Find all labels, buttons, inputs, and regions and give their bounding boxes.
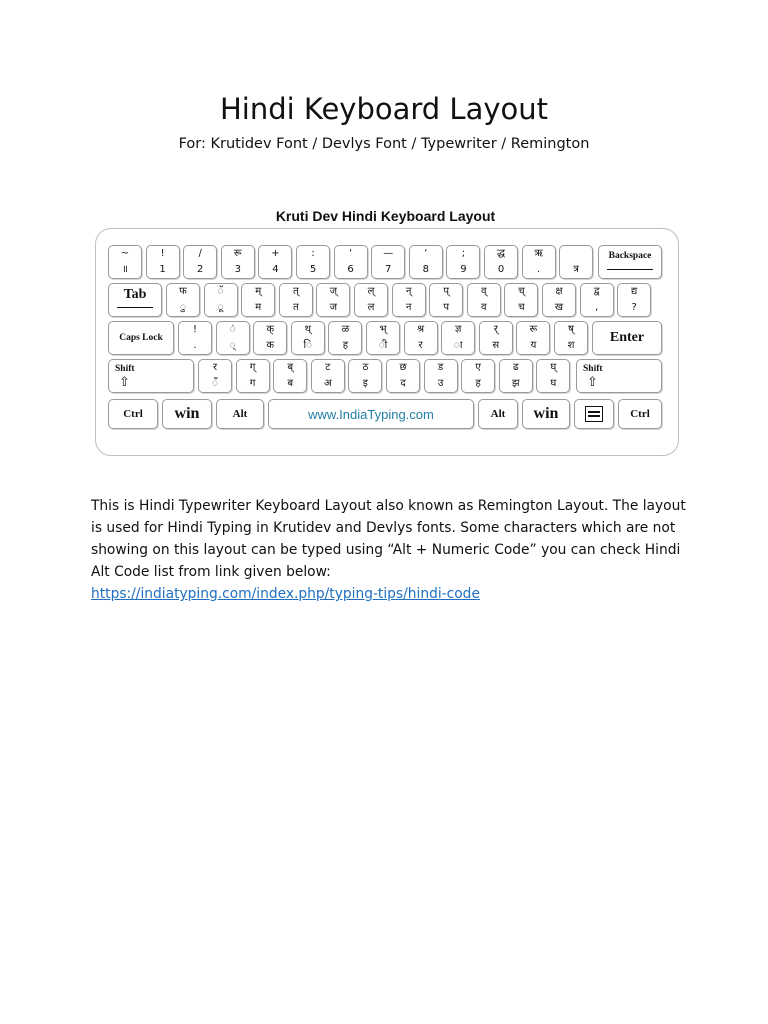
key-top-char: त् bbox=[292, 286, 299, 297]
key-row4-8 bbox=[499, 359, 533, 393]
key-bottom-char: ? bbox=[631, 302, 637, 313]
key-top-char: भ् bbox=[379, 324, 387, 335]
key-bottom-char: 2 bbox=[197, 264, 204, 275]
key-row2-12 bbox=[617, 283, 651, 317]
key-bottom-char: 5 bbox=[309, 264, 317, 275]
key-row3-0 bbox=[178, 321, 212, 355]
key-row1-1 bbox=[146, 245, 180, 279]
key-label: Tab bbox=[123, 287, 147, 302]
key-top-char: च् bbox=[518, 286, 525, 297]
key-row1-11 bbox=[522, 245, 556, 279]
key-row4-4 bbox=[348, 359, 382, 393]
key-row1-12 bbox=[559, 245, 593, 279]
key-bottom-char: 6 bbox=[347, 264, 354, 275]
key-bottom-char: ा bbox=[453, 340, 463, 351]
key-row4-9 bbox=[536, 359, 570, 393]
shift-arrow-icon: ⇧ bbox=[119, 375, 130, 390]
key-row2-7 bbox=[429, 283, 463, 317]
key-top-char: ॅ bbox=[217, 286, 224, 297]
page-subtitle: For: Krutidev Font / Devlys Font / Typewriter / Remington bbox=[178, 136, 590, 152]
key-row2-2 bbox=[241, 283, 275, 317]
hindi-code-link[interactable]: https://indiatyping.com/index.php/typing-tips/hindi-code bbox=[91, 586, 480, 602]
key-bottom-char: य bbox=[530, 340, 537, 351]
key-label: win bbox=[174, 405, 200, 422]
key-bottom-char: ग bbox=[249, 378, 256, 389]
key-top-char: ष् bbox=[568, 324, 574, 335]
key-top-char: क् bbox=[266, 324, 275, 335]
key-top-char: द्ध bbox=[497, 248, 505, 259]
key-bottom-char: ँ bbox=[212, 378, 218, 389]
key-bottom-char: र bbox=[418, 340, 423, 351]
key-top-char: ट bbox=[325, 362, 331, 373]
key-row4-0 bbox=[198, 359, 232, 393]
key-row1-6 bbox=[334, 245, 368, 279]
key-row4-5 bbox=[386, 359, 420, 393]
key-row4-3 bbox=[311, 359, 345, 393]
key-top-char: ब् bbox=[287, 362, 294, 373]
ctrl-left-key bbox=[108, 399, 158, 429]
key-top-char: व् bbox=[481, 286, 487, 297]
key-bottom-char: स bbox=[492, 340, 500, 351]
key-row3-4 bbox=[328, 321, 362, 355]
key-bottom-char: त bbox=[292, 302, 299, 313]
key-top-char: र् bbox=[493, 324, 498, 335]
key-bottom-char: ॥ bbox=[122, 264, 128, 275]
key-bottom-char: घ bbox=[550, 378, 557, 389]
key-bottom-char: . bbox=[193, 340, 197, 351]
key-top-char: ऋ bbox=[534, 248, 543, 259]
description-paragraph: This is Hindi Typewriter Keyboard Layout also known as Remington Layout. The layout is used for Hindi Typing in Krutidev and Devlys fonts. Some characters which are not showing on this layout can be typed using “Alt + Numeric Code” you can check Hindi Alt Code list from link given below: bbox=[91, 498, 686, 580]
keyboard-heading: Kruti Dev Hindi Keyboard Layout bbox=[275, 208, 496, 224]
left-arrow-icon bbox=[607, 269, 653, 270]
key-label: win bbox=[533, 405, 559, 422]
key-top-char: ! bbox=[192, 324, 197, 335]
key-top-char: फ bbox=[179, 286, 187, 297]
key-top-char: र bbox=[212, 362, 218, 373]
key-top-char: प् bbox=[443, 286, 450, 297]
key-bottom-char: , bbox=[595, 302, 599, 313]
key-bottom-char: झ bbox=[512, 378, 520, 389]
key-bottom-char: 8 bbox=[422, 264, 429, 275]
key-bottom-char: ि bbox=[303, 340, 313, 351]
key-top-char: घ् bbox=[550, 362, 557, 373]
ctrl-right-key bbox=[618, 399, 662, 429]
key-top-char: ळ bbox=[341, 324, 350, 335]
key-top-char: छ bbox=[399, 362, 407, 373]
key-top-char: — bbox=[383, 248, 394, 259]
key-row2-8 bbox=[467, 283, 501, 317]
key-bottom-char: ह bbox=[342, 340, 349, 351]
key-top-char: ; bbox=[461, 248, 466, 259]
key-row2-0 bbox=[166, 283, 200, 317]
key-bottom-char: अ bbox=[323, 378, 332, 389]
key-row1-8 bbox=[409, 245, 443, 279]
key-top-char: ठ bbox=[362, 362, 369, 373]
key-bottom-char: च bbox=[518, 302, 525, 313]
key-top-char: + bbox=[271, 248, 280, 259]
alt-left-key bbox=[216, 399, 264, 429]
key-top-char: ज्ञ bbox=[454, 324, 462, 335]
key-row4-7 bbox=[461, 359, 495, 393]
keyboard-image bbox=[91, 200, 680, 460]
key-row1-10 bbox=[484, 245, 518, 279]
key-row2-4 bbox=[316, 283, 350, 317]
key-bottom-char: न bbox=[405, 302, 412, 313]
tab-key bbox=[108, 283, 162, 317]
keyboard-frame bbox=[95, 228, 679, 456]
key-row1-0 bbox=[108, 245, 142, 279]
key-bottom-char: 4 bbox=[272, 264, 279, 275]
key-label: Enter bbox=[609, 330, 645, 345]
space-key bbox=[268, 399, 474, 429]
key-row1-3 bbox=[221, 245, 255, 279]
key-bottom-char: ज bbox=[329, 302, 338, 313]
key-top-char: ! bbox=[160, 248, 165, 259]
key-row1-4 bbox=[258, 245, 292, 279]
key-row2-11 bbox=[580, 283, 614, 317]
key-bottom-char: द bbox=[400, 378, 406, 389]
key-label: www.IndiaTyping.com bbox=[308, 406, 434, 422]
key-bottom-char: उ bbox=[437, 378, 444, 389]
key-row3-5 bbox=[366, 321, 400, 355]
key-top-char: : bbox=[311, 248, 315, 259]
key-top-char: ं bbox=[229, 324, 236, 335]
win-left-key bbox=[162, 399, 212, 429]
key-row1-5 bbox=[296, 245, 330, 279]
key-label: Alt bbox=[490, 408, 506, 420]
key-bottom-char: ी bbox=[378, 340, 388, 351]
key-row1-7 bbox=[371, 245, 405, 279]
key-row4-6 bbox=[424, 359, 458, 393]
key-bottom-char: ह bbox=[475, 378, 481, 389]
key-row2-3 bbox=[279, 283, 313, 317]
key-top-char: / bbox=[198, 248, 202, 259]
key-top-char: ड bbox=[437, 362, 444, 373]
key-top-char: न् bbox=[405, 286, 412, 297]
key-bottom-char: इ bbox=[362, 378, 368, 389]
key-row1-2 bbox=[183, 245, 217, 279]
key-label: Shift bbox=[115, 364, 135, 374]
key-bottom-char: ल bbox=[367, 302, 375, 313]
key-bottom-char: . bbox=[537, 264, 541, 275]
shift-arrow-icon: ⇧ bbox=[587, 375, 598, 390]
key-bottom-char: 7 bbox=[385, 264, 392, 275]
key-top-char: म् bbox=[255, 286, 262, 297]
description-block bbox=[91, 495, 691, 605]
key-row2-1 bbox=[204, 283, 238, 317]
enter-key bbox=[592, 321, 662, 355]
alt-right-key bbox=[478, 399, 518, 429]
key-row3-8 bbox=[479, 321, 513, 355]
key-bottom-char: 1 bbox=[159, 264, 166, 275]
key-row3-6 bbox=[404, 321, 438, 355]
key-row4-1 bbox=[236, 359, 270, 393]
key-top-char: ' bbox=[349, 248, 352, 259]
key-row4-2 bbox=[273, 359, 307, 393]
key-row3-7 bbox=[441, 321, 475, 355]
key-bottom-char: ु bbox=[180, 302, 186, 313]
page-title: Hindi Keyboard Layout bbox=[219, 92, 549, 126]
key-row2-10 bbox=[542, 283, 576, 317]
key-top-char: ~ bbox=[120, 248, 130, 259]
key-label: Backspace bbox=[608, 251, 652, 261]
key-bottom-char: ् bbox=[229, 340, 236, 351]
key-bottom-char: प bbox=[443, 302, 450, 313]
key-bottom-char: क bbox=[266, 340, 275, 351]
key-bottom-char: 3 bbox=[234, 264, 241, 275]
tab-arrow-icon bbox=[117, 307, 153, 308]
key-bottom-char: 0 bbox=[497, 264, 505, 275]
key-top-char: ‘ bbox=[424, 248, 428, 259]
key-row2-5 bbox=[354, 283, 388, 317]
key-top-char: द्व bbox=[593, 286, 600, 297]
key-top-char: थ् bbox=[304, 324, 311, 335]
shift-right-key bbox=[576, 359, 662, 393]
key-top-char: ज् bbox=[329, 286, 338, 297]
key-bottom-char: 9 bbox=[460, 264, 467, 275]
context-menu-icon bbox=[585, 406, 603, 422]
key-top-char: ल् bbox=[367, 286, 375, 297]
backspace-key bbox=[598, 245, 662, 279]
key-bottom-char: म bbox=[255, 302, 262, 313]
key-row3-10 bbox=[554, 321, 588, 355]
key-row3-3 bbox=[291, 321, 325, 355]
key-bottom-char: ू bbox=[217, 302, 224, 313]
key-row3-1 bbox=[216, 321, 250, 355]
key-row2-6 bbox=[392, 283, 426, 317]
caps-lock-key bbox=[108, 321, 174, 355]
key-label: Alt bbox=[232, 408, 248, 420]
key-label: Ctrl bbox=[630, 408, 650, 420]
key-top-char: रू bbox=[529, 324, 538, 335]
key-top-char: द्य bbox=[631, 286, 638, 297]
key-bottom-char: व bbox=[481, 302, 487, 313]
key-row1-9 bbox=[446, 245, 480, 279]
key-bottom-char: त्र bbox=[573, 264, 579, 275]
key-label: Shift bbox=[583, 364, 603, 374]
key-row2-9 bbox=[504, 283, 538, 317]
key-bottom-char: ख bbox=[554, 302, 564, 313]
key-bottom-char: श bbox=[567, 340, 575, 351]
win-right-key bbox=[522, 399, 570, 429]
key-bottom-char: ब bbox=[287, 378, 294, 389]
key-top-char: रू bbox=[233, 248, 242, 259]
key-row3-9 bbox=[516, 321, 550, 355]
key-label: Caps Lock bbox=[119, 333, 163, 343]
key-top-char: श्र bbox=[417, 324, 425, 335]
key-top-char: क्ष bbox=[555, 286, 563, 297]
shift-left-key bbox=[108, 359, 194, 393]
key-label: Ctrl bbox=[123, 408, 143, 420]
key-row3-2 bbox=[253, 321, 287, 355]
key-top-char: ग् bbox=[249, 362, 256, 373]
key-top-char: ए bbox=[475, 362, 481, 373]
key-top-char: ढ bbox=[512, 362, 519, 373]
menu-key bbox=[574, 399, 614, 429]
